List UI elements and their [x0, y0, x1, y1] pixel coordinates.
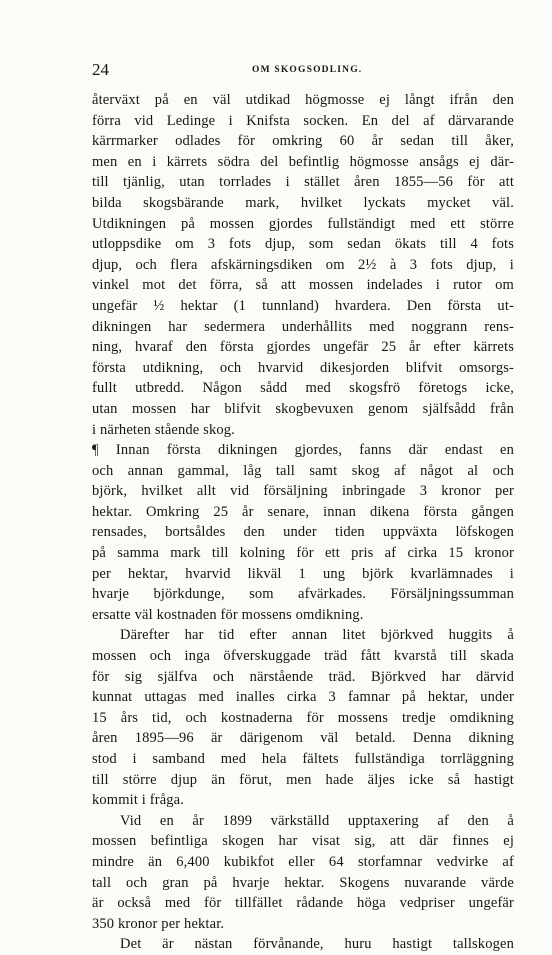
text-line: Vid en år 1899 värkställd upptaxering af den å	[120, 812, 514, 829]
text-line: vinkel mot det förra, så att mossen indelades i rutor om	[92, 277, 514, 294]
text-line: stod i samband med hela fältets fullständiga torrläggning	[92, 751, 514, 767]
text-line: 350 kronor per hektar.	[92, 915, 225, 932]
text-line: åren 1895—96 är därigenom väl betald. Denna dikning	[92, 730, 514, 747]
text-line: på samma mark till kolning för ett pris af cirka 15 kronor	[92, 545, 514, 562]
text-line: hektar. Omkring 25 år senare, innan dikena första gången	[92, 503, 514, 520]
text-line: ¶ Innan första dikningen gjordes, fanns där endast en	[92, 442, 514, 459]
text-line: kunnat uttagas med inalles cirka 3 famnar på hektar, under	[92, 689, 514, 706]
running-head: OM SKOGSODLING.	[252, 65, 363, 75]
text-line: mossen befintliga skogen har visat sig, att där finnes ej	[92, 833, 514, 850]
text-line: och annan gammal, låg tall samt skog af något al och	[92, 462, 514, 479]
text-line: kommit i fråga.	[92, 792, 185, 809]
text-line: ersatte väl kostnaden för mossens omdikning.	[92, 606, 364, 623]
text-line: dikningen har sedermera underhållits med noggrann rens-	[92, 318, 514, 335]
page-header	[92, 60, 514, 82]
text-line: kärrmarker odlades för omkring 60 år sedan till åker,	[92, 133, 514, 150]
text-line: bilda skogsbärande mark, hvilket lyckats mycket väl.	[92, 194, 514, 211]
text-line: djup, och flera afskärningsdiken om 2½ à 3 fots djup, i	[92, 256, 514, 273]
text-line: i närheten stående skog.	[92, 421, 235, 438]
text-line: ning, hvaraf den första gjordes ungefär 25 år efter kärrets	[92, 339, 514, 356]
text-line: utan mossen har blifvit skogbevuxen genom själfsådd från	[92, 400, 514, 417]
text-line: utloppsdike om 3 fots djup, som sedan ökats till 4 fots	[92, 236, 514, 253]
body-text	[92, 90, 514, 955]
text-line: fullt utbredd. Någon sådd med skogsfrö företogs icke,	[92, 380, 514, 397]
text-line: mindre än 6,400 kubikfot eller 64 storfamnar vedvirke af	[92, 853, 514, 870]
text-line: björk, hvilket allt vid försäljning inbringade 3 kronor per	[92, 483, 514, 500]
text-line: är också med för tillfället rådande höga vedpriser ungefär	[92, 895, 514, 912]
text-line: hvarje björkdunge, som afvärkades. Försäljningssumman	[92, 586, 514, 603]
page-number: 24	[92, 60, 109, 79]
text-line: Det är nästan förvånande, huru hastigt tallskogen	[120, 936, 514, 953]
text-line: ungefär ½ hektar (1 tunnland) hvardera. Den första ut-	[92, 297, 514, 314]
text-line: rensades, bortsåldes den under tiden uppväxta löfskogen	[92, 524, 514, 541]
text-line: mossen och inga öfverskuggade träd fått kvarstå till skada	[92, 648, 514, 665]
text-line: för sig själfva och närstående träd. Björkved har därvid	[92, 668, 514, 685]
text-line: återväxt på en väl utdikad högmosse ej långt ifrån den	[92, 92, 514, 108]
text-line: första utdikning, och hvarvid dikesjorden blifvit omsorgs-	[92, 359, 514, 376]
text-line: Därefter har tid efter annan litet björkved huggits å	[120, 627, 514, 644]
text-line: per hektar, hvarvid likväl 1 ung björk kvarlämnades i	[92, 565, 514, 582]
text-line: 15 års tid, och kostnaderna för mossens tredje omdikning	[92, 709, 514, 726]
text-line: till större djup än förut, men hade äljes icke så hastigt	[92, 771, 514, 788]
text-line: till tjänlig, utan torrlades i stället åren 1855—56 för att	[92, 174, 514, 191]
text-line: förra vid Ledinge i Knifsta socken. En del af därvarande	[92, 112, 514, 129]
text-line: tall och gran på hvarje hektar. Skogens nuvarande värde	[92, 874, 514, 891]
text-line: Utdikningen på mossen gjordes fullständigt med ett större	[92, 215, 514, 232]
text-line: men en i kärrets södra del befintlig högmosse ansågs ej där-	[92, 153, 514, 170]
